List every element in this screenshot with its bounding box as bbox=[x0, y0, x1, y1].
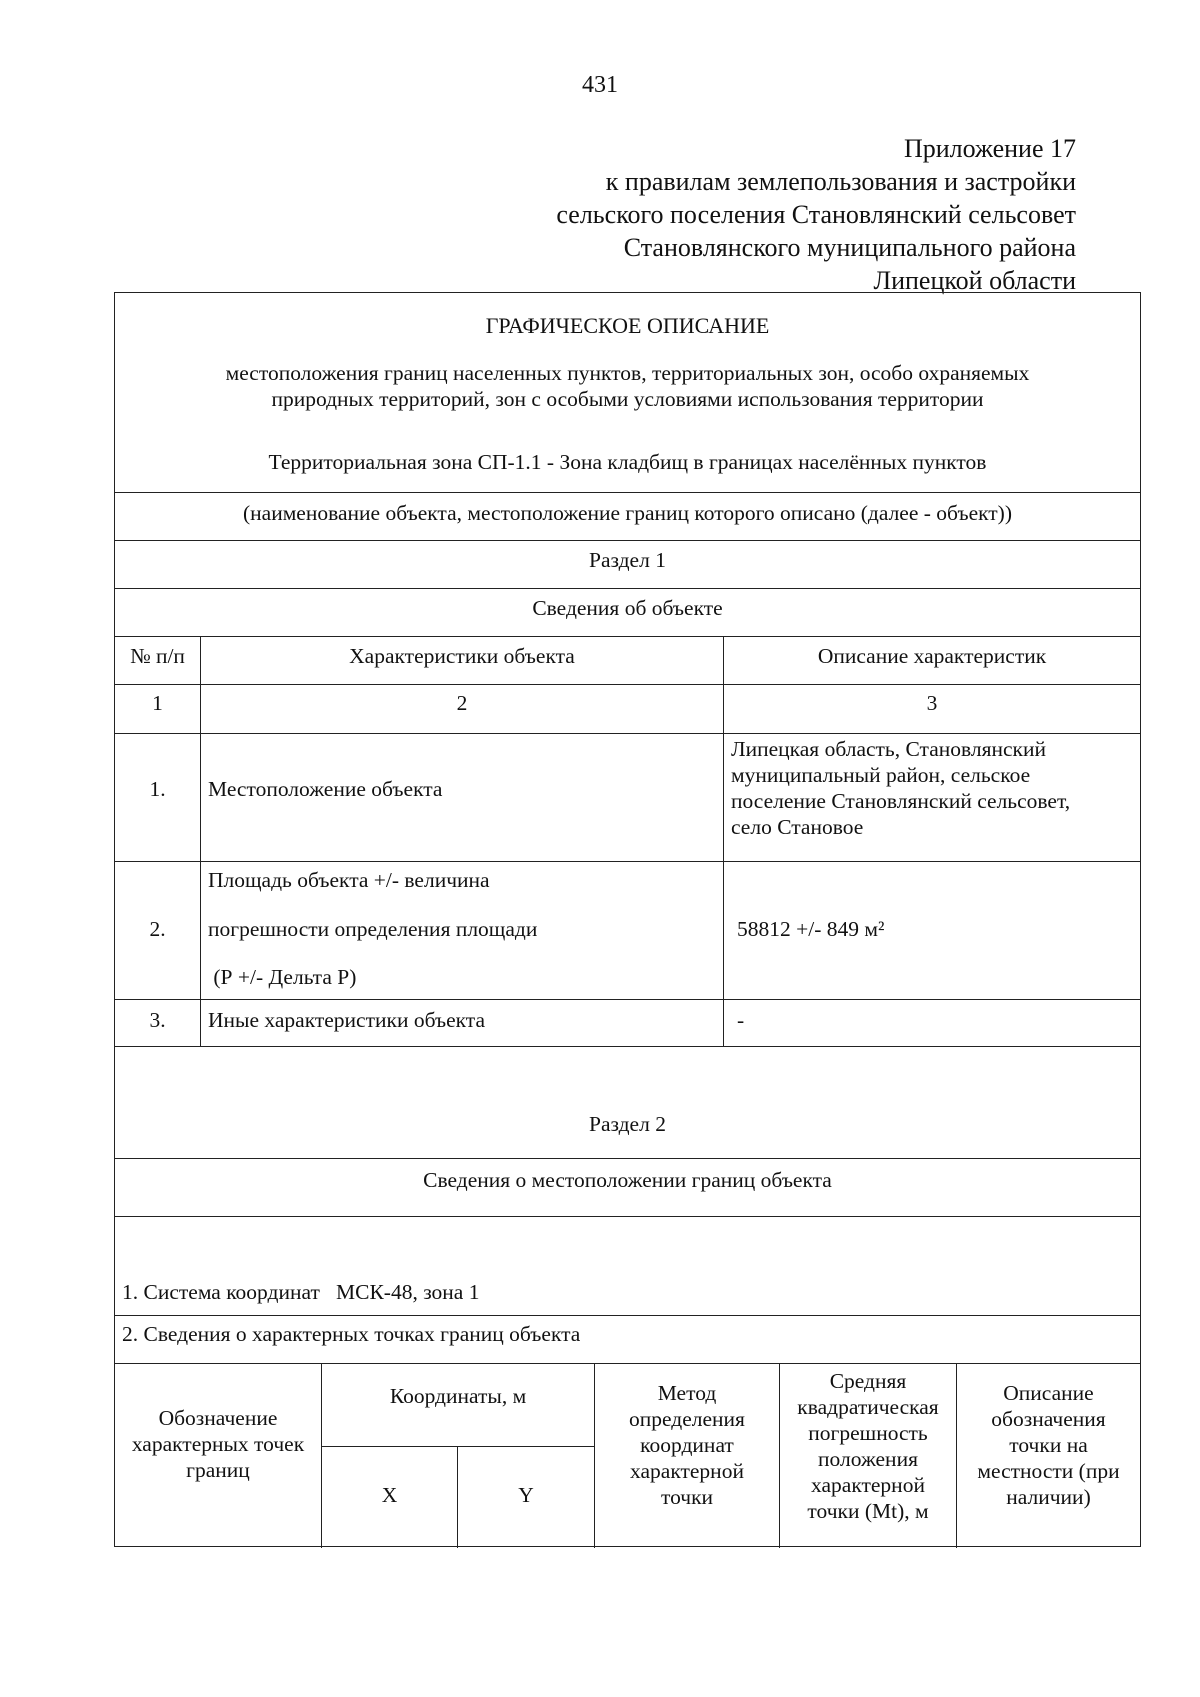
appendix-line: Липецкой области bbox=[873, 266, 1076, 295]
header-line: точки (Mt), м bbox=[807, 1499, 929, 1523]
row-characteristic: Местоположение объекта bbox=[208, 777, 443, 801]
row-description: 58812 +/- 849 м² bbox=[737, 917, 885, 941]
appendix-line: Становлянского муниципального района bbox=[623, 233, 1076, 262]
header-y: Y bbox=[518, 1483, 534, 1507]
header-method bbox=[595, 1380, 779, 1510]
header-line: Метод bbox=[657, 1381, 717, 1405]
header-line: характерной bbox=[630, 1459, 744, 1483]
divider bbox=[115, 636, 1140, 637]
divider bbox=[115, 1315, 1140, 1316]
section2-subtitle: Сведения о местоположении границ объекта bbox=[423, 1168, 832, 1192]
header-line: координат bbox=[640, 1433, 734, 1457]
page-number: 431 bbox=[582, 72, 618, 98]
header-line: точки bbox=[660, 1485, 714, 1509]
header-line: точки на bbox=[1009, 1433, 1088, 1457]
header-error bbox=[780, 1368, 956, 1524]
row-characteristic-line: (Р +/- Дельта Р) bbox=[208, 965, 357, 989]
divider bbox=[115, 861, 1140, 862]
description-line: село Становое bbox=[731, 815, 864, 839]
appendix-line: к правилам землепользования и застройки bbox=[605, 167, 1076, 196]
header-line: границ bbox=[186, 1458, 250, 1482]
header-line: положения bbox=[818, 1447, 918, 1471]
description-line: муниципальный район, сельское bbox=[731, 763, 1031, 787]
header-coordinates: Координаты, м bbox=[389, 1384, 527, 1408]
appendix-line: сельского поселения Становлянский сельсовет bbox=[556, 200, 1076, 229]
divider bbox=[115, 1363, 1140, 1364]
section2-title: Раздел 2 bbox=[589, 1112, 666, 1136]
points-title: 2. Сведения о характерных точках границ объекта bbox=[122, 1322, 581, 1346]
header-line: определения bbox=[629, 1407, 745, 1431]
header-line: Описание bbox=[1003, 1381, 1094, 1405]
row-description: - bbox=[737, 1008, 745, 1032]
appendix-header bbox=[556, 132, 1076, 297]
divider bbox=[115, 588, 1140, 589]
section1-subtitle: Сведения об объекте bbox=[532, 596, 723, 620]
section1-title: Раздел 1 bbox=[589, 548, 666, 572]
form-subtitle-line1: местоположения границ населенных пунктов, территориальных зон, особо охраняемых bbox=[225, 361, 1030, 385]
coordinate-system: 1. Система координат МСК-48, зона 1 bbox=[122, 1280, 480, 1304]
row-number: 1. bbox=[149, 777, 166, 801]
row-description bbox=[731, 736, 1131, 840]
row-characteristic-line: Площадь объекта +/- величина bbox=[208, 868, 490, 892]
divider bbox=[115, 1216, 1140, 1217]
divider bbox=[115, 999, 1140, 1000]
header-line: Обозначение bbox=[158, 1406, 278, 1430]
description-line: Липецкая область, Становлянский bbox=[731, 737, 1046, 761]
form-subtitle-line2: природных территорий, зон с особыми условиями использования территории bbox=[271, 387, 984, 411]
header-line: обозначения bbox=[991, 1407, 1106, 1431]
description-line: поселение Становлянский сельсовет, bbox=[731, 789, 1071, 813]
row-number: 2. bbox=[149, 917, 166, 941]
divider bbox=[115, 540, 1140, 541]
header-line: Средняя bbox=[829, 1369, 907, 1393]
divider bbox=[115, 1046, 1140, 1047]
header-point-description bbox=[957, 1380, 1140, 1510]
divider bbox=[115, 492, 1140, 493]
header-line: характерных точек bbox=[131, 1432, 305, 1456]
appendix-line: Приложение 17 bbox=[903, 134, 1076, 163]
column-header-description: Описание характеристик bbox=[817, 644, 1047, 668]
header-line: наличии) bbox=[1006, 1485, 1091, 1509]
divider bbox=[115, 1158, 1140, 1159]
divider bbox=[115, 684, 1140, 685]
column-number: 1 bbox=[152, 691, 163, 715]
row-characteristic: Иные характеристики объекта bbox=[208, 1008, 486, 1032]
row-number: 3. bbox=[149, 1008, 166, 1032]
zone-name: Территориальная зона СП-1.1 - Зона кладбищ в границах населённых пунктов bbox=[268, 450, 987, 474]
header-x: X bbox=[381, 1483, 398, 1507]
column-number: 3 bbox=[926, 691, 938, 715]
header-designation bbox=[115, 1405, 321, 1483]
header-line: характерной bbox=[811, 1473, 925, 1497]
column-header-characteristic: Характеристики объекта bbox=[349, 644, 575, 668]
divider bbox=[115, 733, 1140, 734]
object-note: (наименование объекта, местоположение границ которого описано (далее - объект)) bbox=[242, 501, 1012, 525]
column-number: 2 bbox=[456, 691, 468, 715]
header-line: погрешность bbox=[808, 1421, 928, 1445]
header-line: квадратическая bbox=[797, 1395, 939, 1419]
column-header-num: № п/п bbox=[130, 644, 185, 668]
form-title: ГРАФИЧЕСКОЕ ОПИСАНИЕ bbox=[485, 313, 770, 338]
row-characteristic-line: погрешности определения площади bbox=[208, 917, 538, 941]
header-line: местности (при bbox=[977, 1459, 1120, 1483]
divider bbox=[322, 1446, 594, 1447]
graphic-description-form bbox=[114, 292, 1141, 1547]
